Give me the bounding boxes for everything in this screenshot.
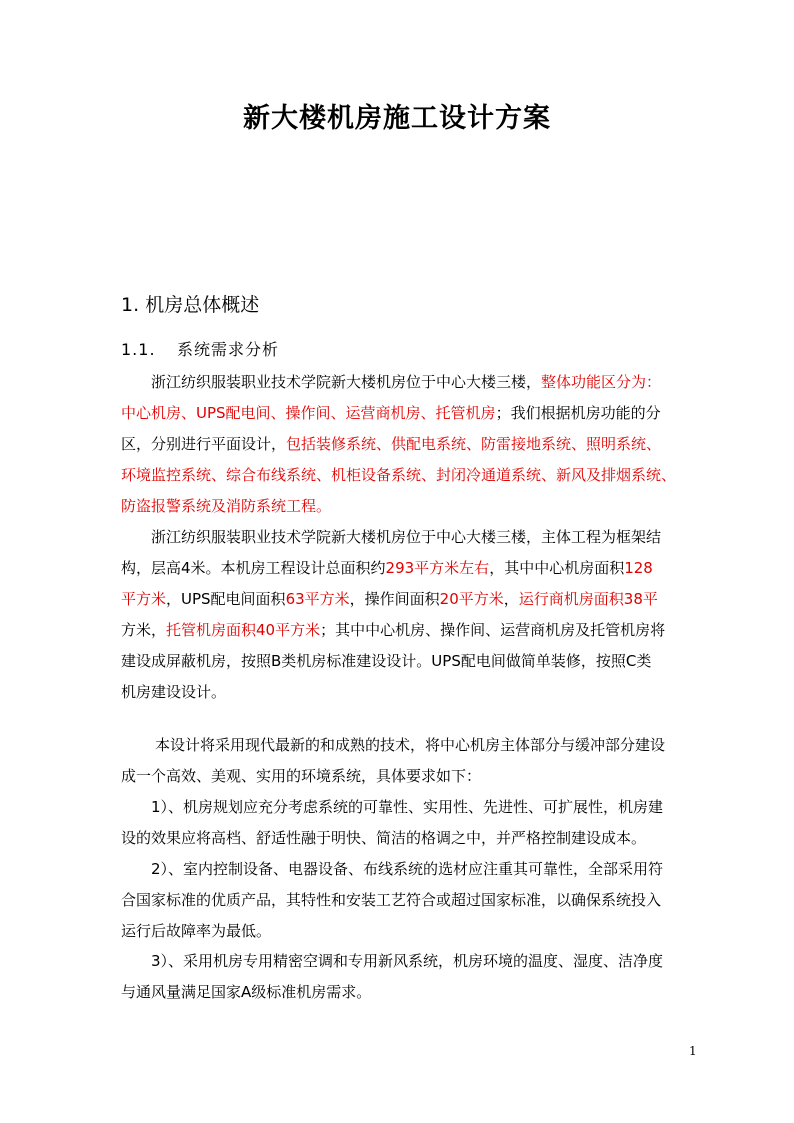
text-line: 环境监控系统、综合布线系统、机柜设备系统、封闭冷通道系统、新风及排烟系统、 bbox=[121, 466, 677, 484]
document-title: 新大楼机房施工设计方案 bbox=[243, 103, 551, 134]
text-line: 本设计将采用现代最新的和成熟的技术，将中心机房主体部分与缓冲部分建设 bbox=[155, 736, 666, 754]
text-line: 中心机房、UPS配电间、操作间、运营商机房、托管机房；我们根据机房功能的分 bbox=[121, 404, 661, 422]
section-number: 1. bbox=[121, 294, 140, 316]
requirement-item-1 bbox=[121, 792, 699, 854]
requirement-item-2 bbox=[121, 854, 699, 947]
text-line: 与通风量满足国家A级标准机房需求。 bbox=[121, 983, 372, 1001]
text-line: 运行后故障率为最低。 bbox=[121, 922, 272, 940]
text-line: 构，层高4米。本机房工程设计总面积约293平方米左右，其中中心机房面积128 bbox=[121, 559, 653, 577]
section-label: 机房总体概述 bbox=[145, 294, 260, 316]
subsection-number: 1.1. bbox=[121, 340, 156, 359]
paragraph-area-breakdown bbox=[121, 522, 699, 708]
text-line: 2）、室内控制设备、电器设备、布线系统的选材应注重其可靠性，全部采用符 bbox=[151, 860, 664, 878]
text-line: 防盗报警系统及消防系统工程。 bbox=[121, 497, 332, 515]
text-line: 方米，托管机房面积40平方米；其中中心机房、操作间、运营商机房及托管机房将 bbox=[121, 621, 666, 639]
text-line: 设的效果应将高档、舒适性融于明快、简洁的格调之中，并严格控制建设成本。 bbox=[121, 829, 647, 847]
section-heading-1-1 bbox=[121, 337, 279, 360]
text-line: 浙江纺织服装职业技术学院新大楼机房位于中心大楼三楼，主体工程为框架结 bbox=[151, 528, 662, 546]
text-line: 区，分别进行平面设计，包括装修系统、供配电系统、防雷接地系统、照明系统、 bbox=[121, 435, 662, 453]
paragraph-design-intro bbox=[121, 730, 699, 792]
text-line: 建设成屏蔽机房，按照B类机房标准建设设计。UPS配电间做简单装修，按照C类 bbox=[121, 652, 652, 670]
page-number: 1 bbox=[689, 1044, 697, 1058]
text-line: 机房建设设计。 bbox=[121, 683, 227, 701]
text-line: 3）、采用机房专用精密空调和专用新风系统，机房环境的温度、湿度、洁净度 bbox=[151, 952, 664, 970]
text-line: 成一个高效、美观、实用的环境系统，具体要求如下： bbox=[121, 767, 482, 785]
requirement-item-3 bbox=[121, 946, 699, 1008]
paragraph-functional-areas bbox=[121, 367, 699, 522]
text-line: 1）、机房规划应充分考虑系统的可靠性、实用性、先进性、可扩展性，机房建 bbox=[151, 798, 664, 816]
text-line: 合国家标准的优质产品，其特性和安装工艺符合或超过国家标准，以确保系统投入 bbox=[121, 891, 662, 909]
text-line: 平方米，UPS配电间面积63平方米，操作间面积20平方米，运行商机房面积38平 bbox=[121, 590, 658, 608]
section-heading-1 bbox=[121, 290, 259, 317]
subsection-label: 系统需求分析 bbox=[177, 340, 280, 359]
text-line: 浙江纺织服装职业技术学院新大楼机房位于中心大楼三楼，整体功能区分为： bbox=[151, 373, 662, 391]
